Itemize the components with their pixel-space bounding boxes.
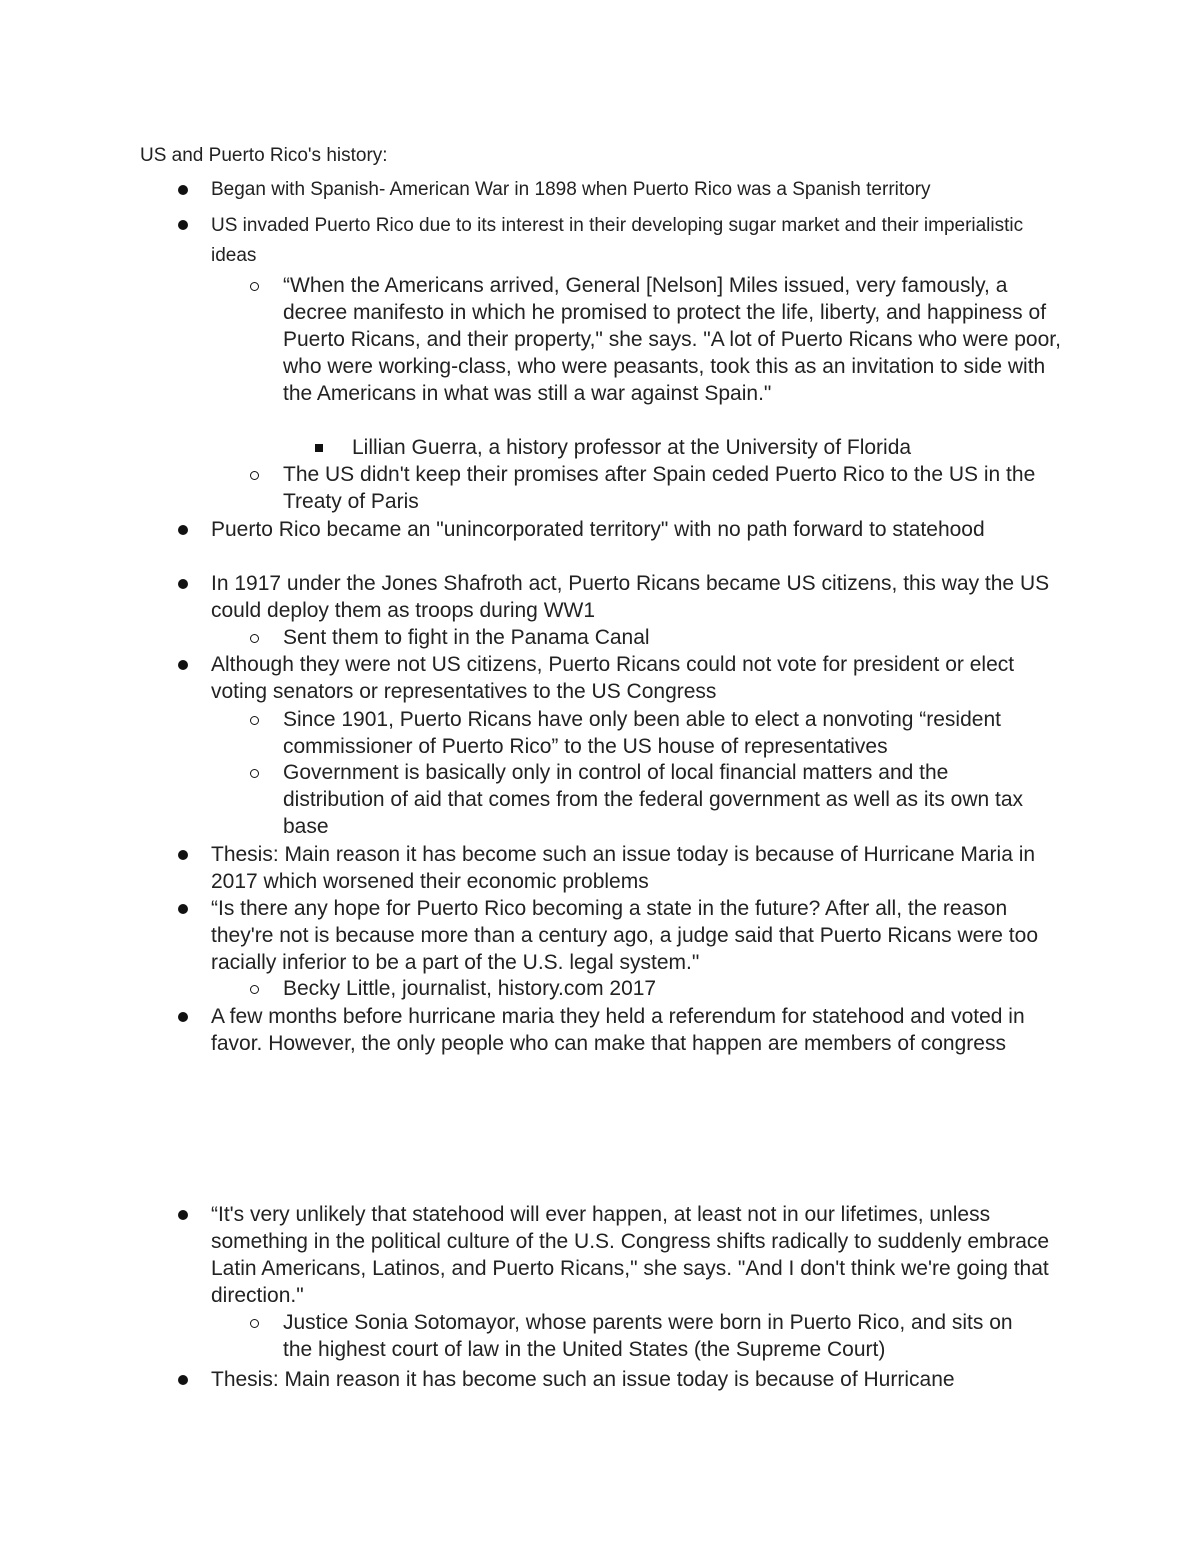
list-item	[211, 895, 1061, 976]
document-heading: US and Puerto Rico's history:	[140, 145, 388, 166]
bullet-disc-icon	[178, 579, 188, 589]
list-item-text: Justice Sonia Sotomayor, whose parents were born in Puerto Rico, and sits on the highest court of law in the United States (the Supreme Court)	[283, 1311, 1013, 1361]
bullet-circle-icon	[250, 1319, 259, 1328]
list-item-text: The US didn't keep their promises after Spain ceded Puerto Rico to the US in the Treaty of Paris	[283, 463, 1036, 513]
bullet-disc-icon	[178, 1012, 188, 1022]
list-item-text: “It's very unlikely that statehood will ever happen, at least not in our lifetimes, unless something in the political culture of the U.S. Congress shifts radically to suddenly embrace Latin Americans, Latinos, and Puerto Ricans," she says. "And I don't think we're going that direction."	[211, 1203, 1050, 1307]
list-item	[283, 1309, 1043, 1363]
list-item-text: Puerto Rico became an "unincorporated territory" with no path forward to statehood	[211, 518, 985, 541]
bullet-disc-icon	[178, 660, 188, 670]
bullet-disc-icon	[178, 185, 188, 195]
list-item	[211, 1201, 1061, 1309]
list-item-text: Lillian Guerra, a history professor at the University of Florida	[352, 436, 912, 459]
list-item	[352, 434, 1072, 461]
list-item	[211, 1366, 1111, 1393]
bullet-disc-icon	[178, 1375, 188, 1385]
bullet-square-icon	[315, 444, 323, 452]
list-item	[211, 176, 1111, 203]
list-item-text: Becky Little, journalist, history.com 2017	[283, 977, 657, 1000]
list-item-text: Since 1901, Puerto Ricans have only been able to elect a nonvoting “resident commissioner of Puerto Rico” to the US house of representatives	[283, 708, 1001, 758]
list-item-text: Sent them to fight in the Panama Canal	[283, 626, 650, 649]
list-item-text: Thesis: Main reason it has become such an issue today is because of Hurricane	[211, 1368, 955, 1391]
bullet-disc-icon	[178, 1210, 188, 1220]
list-item	[283, 706, 1073, 760]
list-item-text: Government is basically only in control of local financial matters and the distribution of aid that comes from the federal government as well as its own tax base	[283, 761, 1024, 838]
list-item	[211, 211, 1061, 271]
list-item	[211, 1003, 1056, 1057]
list-item-text: US invaded Puerto Rico due to its interest in their developing sugar market and their imperialistic ideas	[211, 215, 1024, 266]
list-item	[283, 975, 1073, 1002]
bullet-disc-icon	[178, 525, 188, 535]
list-item	[211, 570, 1071, 624]
list-item	[211, 841, 1061, 895]
bullet-disc-icon	[178, 850, 188, 860]
list-item-text: Began with Spanish- American War in 1898 when Puerto Rico was a Spanish territory	[211, 179, 931, 200]
list-item-text: A few months before hurricane maria they held a referendum for statehood and voted in favor. However, the only people who can make that happen are members of congress	[211, 1005, 1025, 1055]
bullet-disc-icon	[178, 220, 188, 230]
bullet-circle-icon	[250, 471, 259, 480]
bullet-circle-icon	[250, 769, 259, 778]
bullet-circle-icon	[250, 716, 259, 725]
list-item-text: “When the Americans arrived, General [Nelson] Miles issued, very famously, a decree manifesto in which he promised to protect the life, liberty, and happiness of Puerto Ricans, and their property," she says. "A lot of Puerto Ricans who were poor, who were working-class, who were peasants, took this as an invitation to side with the Americans in what was still a war against Spain."	[283, 274, 1061, 405]
list-item-text: In 1917 under the Jones Shafroth act, Puerto Ricans became US citizens, this way the US could deploy them as troops during WW1	[211, 572, 1050, 622]
list-item	[283, 759, 1043, 840]
bullet-disc-icon	[178, 904, 188, 914]
list-item	[283, 272, 1073, 407]
list-item-text: Although they were not US citizens, Puerto Ricans could not vote for president or elect voting senators or representatives to the US Congress	[211, 653, 1015, 703]
list-item	[283, 624, 1073, 651]
list-item	[283, 461, 1073, 515]
list-item	[211, 516, 991, 543]
bullet-circle-icon	[250, 634, 259, 643]
list-item-text: Thesis: Main reason it has become such an issue today is because of Hurricane Maria in 2017 which worsened their economic problems	[211, 843, 1036, 893]
bullet-circle-icon	[250, 282, 259, 291]
list-item	[211, 651, 1071, 705]
list-item-text: “Is there any hope for Puerto Rico becoming a state in the future? After all, the reason they're not is because more than a century ago, a judge said that Puerto Ricans were too racially inferior to be a part of the U.S. legal system."	[211, 897, 1038, 974]
bullet-circle-icon	[250, 985, 259, 994]
